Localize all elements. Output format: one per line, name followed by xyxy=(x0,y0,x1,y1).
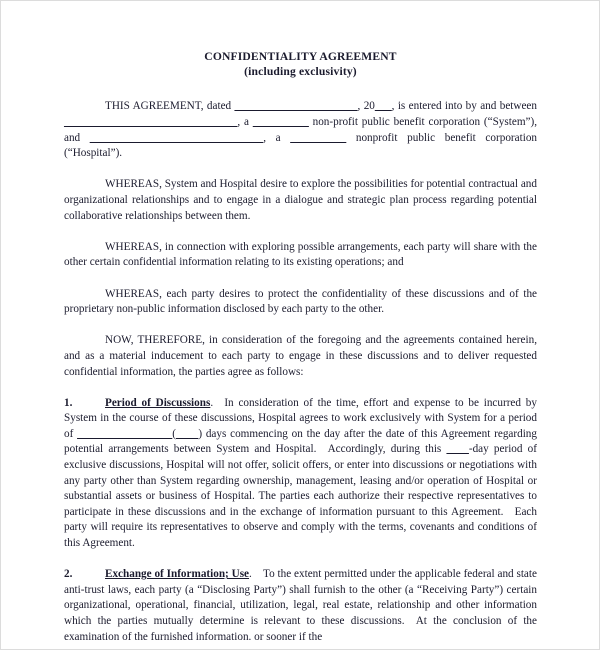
paragraph-whereas-1: WHEREAS, System and Hospital desire to explore the possibilities for potential contractual and organizational relationships and to engage in a dialogue and strategic plan process regarding potential collaborative relationships between them. xyxy=(64,178,537,222)
section-1-heading: Period of Discussions xyxy=(105,396,211,409)
section-2-heading: Exchange of Information; Use xyxy=(105,568,250,581)
section-1-text-4: -day period of exclusive discussions, Hospital will not offer, solicit offers, or enter into discussions or negotiations with any party other than System regarding ownership, management, leasing and/or operation of Hospital or substantial assets or business of Hospital. The parties each authorize their respective representatives to participate in these discussions and in the exchange of information pursuant to this Agreement. Each party will require its representatives to observe and comply with the terms, covenants and conditions of this Agreement. xyxy=(64,443,537,550)
document-title xyxy=(64,49,537,79)
intro-text-6: , a xyxy=(263,131,291,144)
section-1-text-2: ( xyxy=(172,427,176,440)
section-1-number: 1. xyxy=(64,396,73,409)
intro-text-7: nonprofit public benefit corporation (“Hospital”). xyxy=(64,131,538,160)
document-title-line-2: (including exclusivity) xyxy=(244,65,357,79)
paragraph-whereas-3: WHEREAS, each party desires to protect the confidentiality of these discussions and of the proprietary non-public information disclosed by each party to the other. xyxy=(64,287,537,316)
section-1-text-3: ) days commencing on the day after the date of this Agreement regarding potential arrangements between System and Hospital. Accordingly, during this xyxy=(64,427,537,456)
paragraph-now-therefore: NOW, THEREFORE, in consideration of the foregoing and the agreements contained herein, and as a material inducement to each party to engage in these discussions and to deliver requested confidential information, the parties agree as follows: xyxy=(64,334,537,378)
intro-text-1: THIS AGREEMENT, dated xyxy=(105,100,235,113)
intro-blank-year: ___ xyxy=(374,100,392,113)
paragraph-whereas-2: WHEREAS, in connection with exploring possible arrangements, each party will share with the other certain confidential information relating to its existing operations; and xyxy=(64,240,537,269)
intro-blank-hospital-name: _______________________________ xyxy=(89,131,264,144)
intro-blank-hospital-state: __________ xyxy=(290,131,347,144)
intro-text-2: , 20 xyxy=(357,100,375,113)
section-1 xyxy=(64,396,537,552)
intro-blank-date: ______________________ xyxy=(234,100,358,113)
section-1-blank-period-words: _________________ xyxy=(77,427,173,440)
intro-blank-system-state: __________ xyxy=(252,116,309,128)
intro-text-4: , a xyxy=(237,116,253,128)
section-2-number: 2. xyxy=(64,568,73,581)
section-1-text-1: . In consideration of the time, effort and expense to be incurred by System in the course of these discussions, Hospital agrees to work exclusively with System for a period of xyxy=(64,396,537,440)
intro-blank-system-name: _______________________________ xyxy=(64,116,238,128)
section-2 xyxy=(64,567,537,645)
document-body xyxy=(64,49,537,650)
section-1-blank-day-count: ____ xyxy=(446,443,469,456)
intro-text-3: , is entered into by and between xyxy=(391,100,537,113)
section-1-blank-period-digits: ____ xyxy=(175,427,199,440)
intro-text-5: non-profit public benefit corporation (“System”), and xyxy=(64,116,538,144)
paragraph-intro xyxy=(64,99,537,161)
section-2-text-1: . To the extent permitted under the applicable federal and state anti-trust laws, each party (a “Disclosing Party”) shall furnish to the other (a “Receiving Party”) certain organizational, operational, financial, utilization, legal, real estate, relationship and other information which the parties mutually determine is relevant to these discussions. At the conclusion of the examination of the furnished information. or sooner if the xyxy=(64,568,537,643)
document-title-line-1: CONFIDENTIALITY AGREEMENT xyxy=(204,50,397,63)
